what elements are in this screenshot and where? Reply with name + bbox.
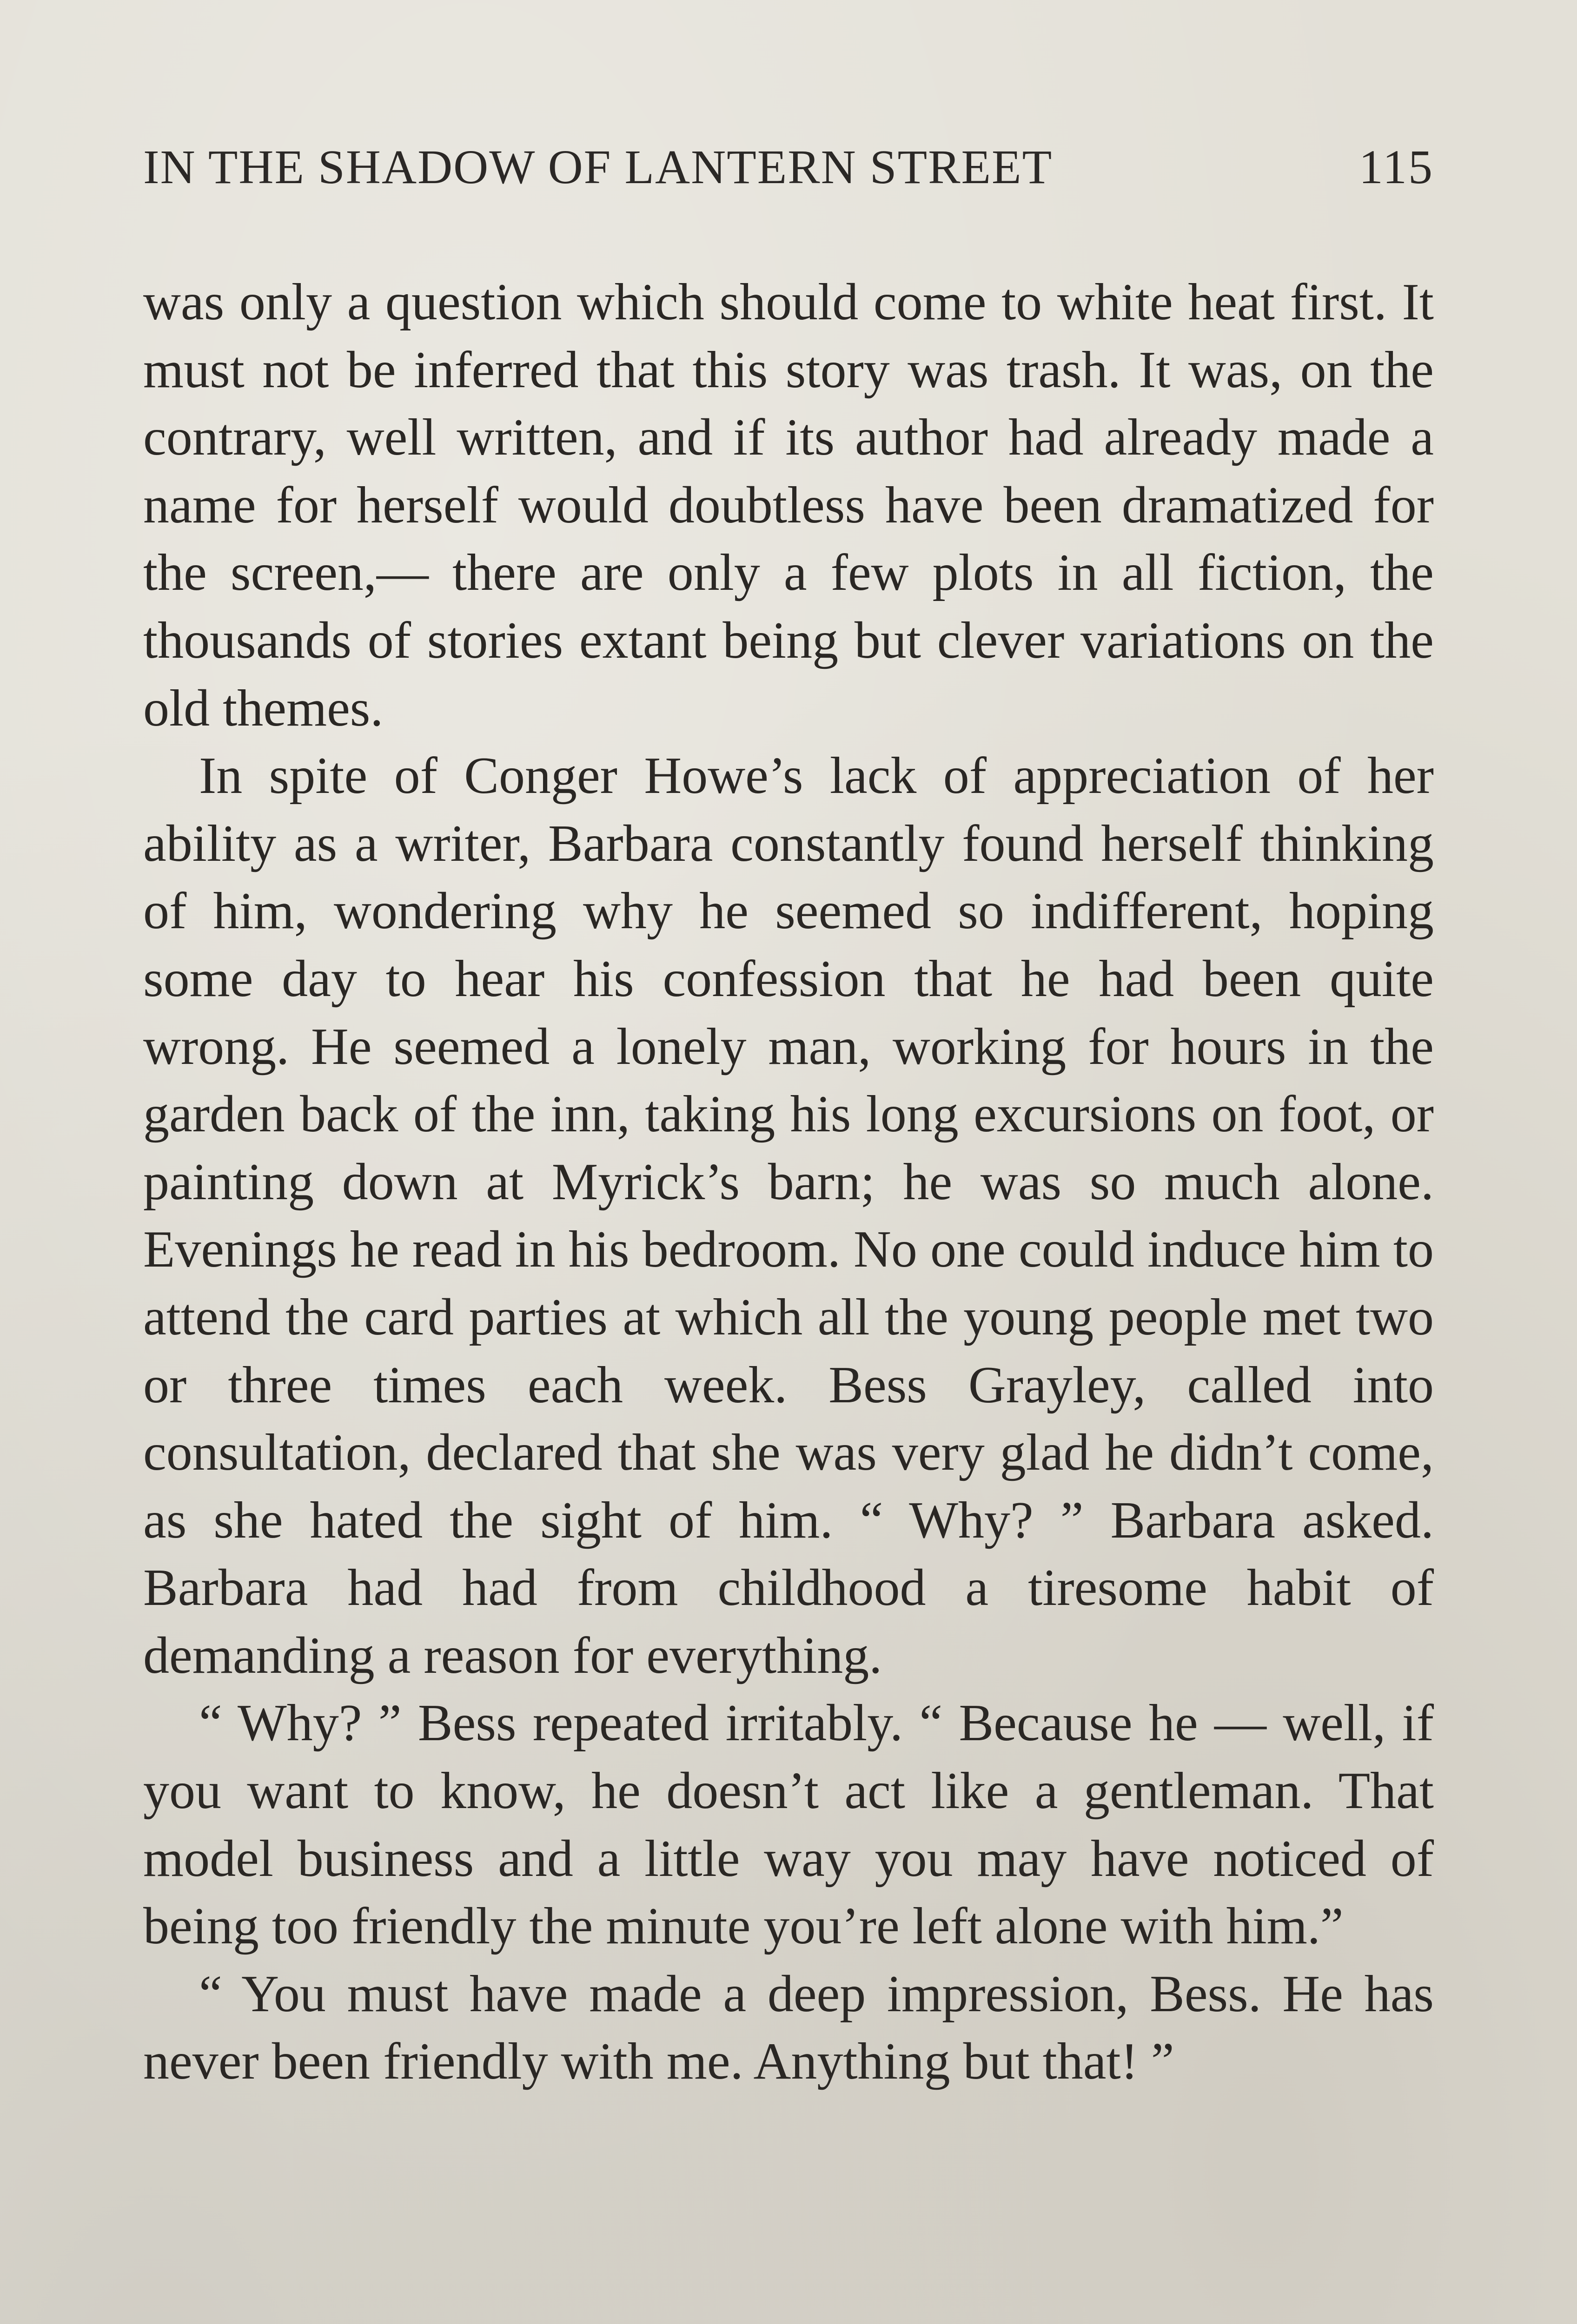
running-head <box>143 139 1434 218</box>
page-number: 115 <box>1358 140 1434 194</box>
body-text <box>143 269 1434 2096</box>
paragraph-2: In spite of Conger Howe’s lack of appreciation of her ability as a writer, Barbara constantly found herself thinking of him, wondering why he seemed so indifferent, hoping some day to hear his confession that he had been quite wrong. He seemed a lonely man, working for hours in the garden back of the inn, taking his long excursions on foot, or painting down at Myrick’s barn; he was so much alone. Evenings he read in his bedroom. No one could induce him to attend the card parties at which all the young people met two or three times each week. Bess Grayley, called into consultation, declared that she was very glad he didn’t come, as she hated the sight of him. “ Why? ” Barbara asked. Barbara had had from childhood a tiresome habit of demanding a reason for everything. <box>143 747 1434 1684</box>
paragraph-4: “ You must have made a deep impression, Bess. He has never been friendly with me. Anything but that! ” <box>143 1965 1434 2091</box>
running-title: IN THE SHADOW OF LANTERN STREET <box>143 140 1053 194</box>
paragraph-3: “ Why? ” Bess repeated irritably. “ Because he — well, if you want to know, he doesn’t act like a gentleman. That model business and a little way you may have noticed of being too friendly the minute you’re left alone with him.” <box>143 1694 1434 1955</box>
paragraph-1: was only a question which should come to white heat first. It must not be inferred that this story was trash. It was, on the contrary, well written, and if its author had already made a name for herself would doubtless have been dramatized for the screen,— there are only a few plots in all fiction, the thousands of stories extant being but clever variations on the old themes. <box>143 273 1434 737</box>
